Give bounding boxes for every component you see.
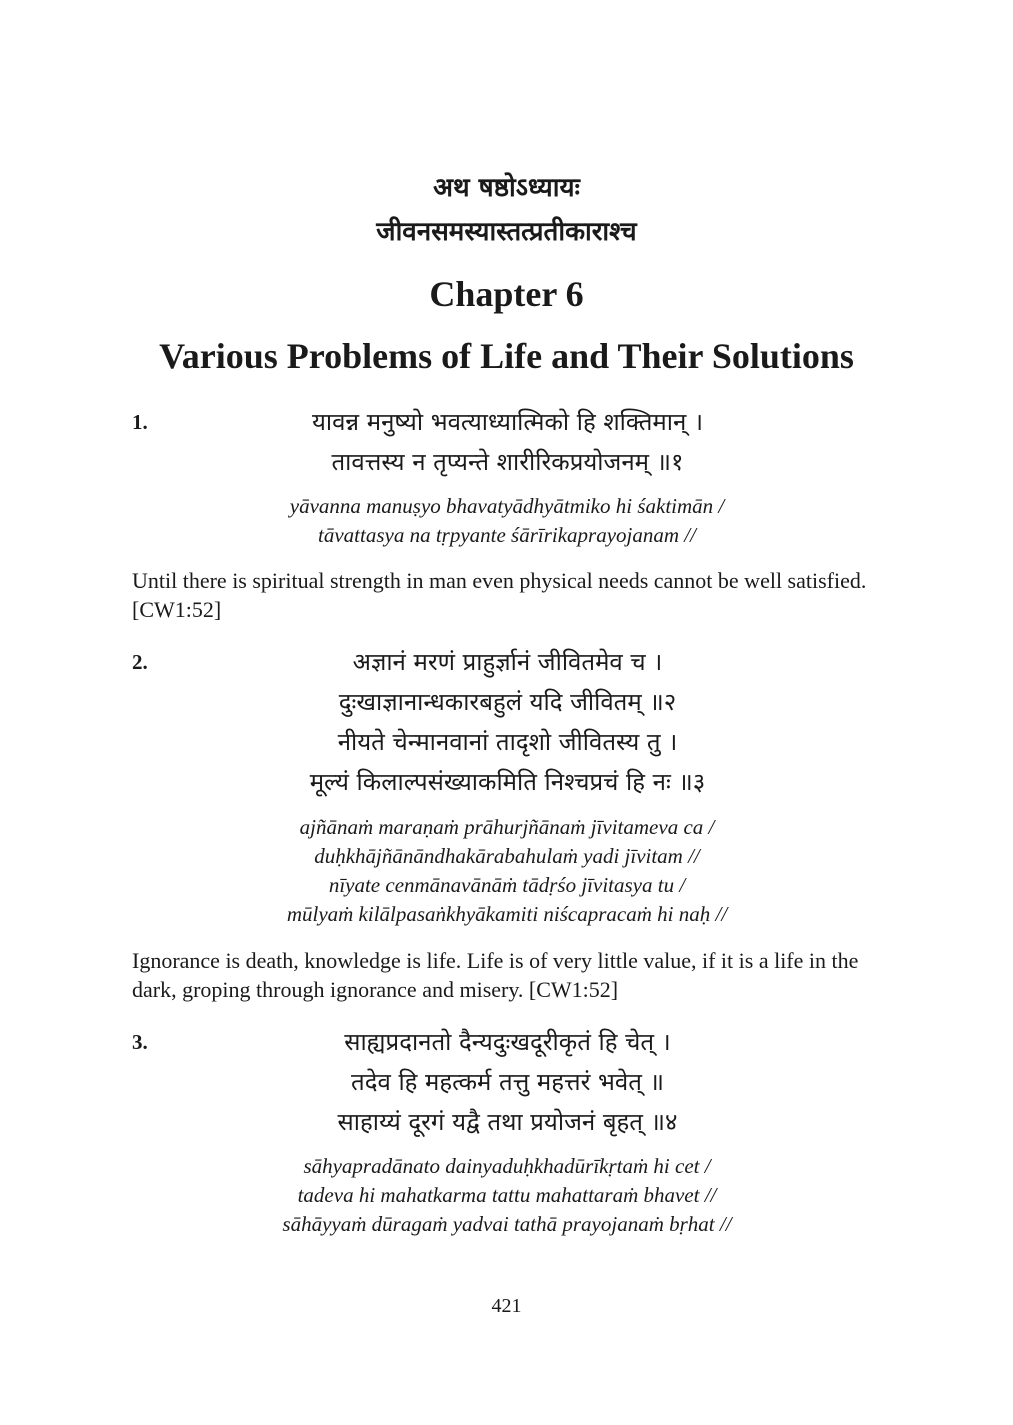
transliteration-line: ajñānaṁ maraṇaṁ prāhurjñānaṁ jīvitameva ca / — [299, 815, 715, 839]
transliteration-line: yāvanna manuṣyo bhavatyādhyātmiko hi śaktimān / — [289, 494, 725, 518]
verse-translation: Ignorance is death, knowledge is life. Life is of very little value, if it is a life in the dark, groping through ignorance and misery. [CW1:52] — [132, 948, 859, 1002]
devanagari-line: तावत्तस्य न तृप्यन्ते शारीरिकप्रयोजनम् ॥१ — [331, 448, 684, 476]
devanagari-line: साहाय्यं दूरगं यद्वै तथा प्रयोजनं बृहत् ॥४ — [337, 1108, 678, 1136]
transliteration-line: tāvattasya na tṛpyante śārīrikaprayojanam // — [318, 523, 696, 547]
transliteration-line: nīyate cenmānavānāṁ tādṛśo jīvitasya tu / — [328, 873, 686, 897]
verse-number: 2. — [132, 650, 148, 674]
transliteration-line: duḥkhājñānāndhakārabahulaṁ yadi jīvitam // — [314, 844, 700, 868]
verse-transliteration — [132, 492, 882, 550]
devanagari-line: दुःखाज्ञानान्धकारबहुलं यदि जीवितम् ॥२ — [338, 688, 677, 716]
devanagari-line: तदेव हि महत्कर्म तत्तु महत्तरं भवेत् ॥ — [351, 1068, 664, 1096]
verse-devanagari — [200, 402, 815, 482]
verse-number: 3. — [132, 1030, 148, 1054]
transliteration-line: sāhyapradānato dainyaduḥkhadūrīkṛtaṁ hi cet / — [303, 1154, 711, 1178]
verse-translation: Until there is spiritual strength in man even physical needs cannot be well satisfied. [CW1:52] — [132, 568, 867, 622]
verse-devanagari — [200, 642, 815, 802]
page-number: 421 — [491, 1295, 522, 1317]
verse-number: 1. — [132, 410, 148, 434]
transliteration-line: tadeva hi mahatkarma tattu mahattaraṁ bhavet // — [297, 1183, 717, 1207]
devanagari-line: अज्ञानं मरणं प्राहुर्ज्ञानं जीवितमेव च । — [352, 648, 663, 676]
devanagari-line: नीयते चेन्मानवानां तादृशो जीवितस्य तु । — [337, 728, 678, 756]
sanskrit-chapter-heading: अथ षष्ठोऽध्यायः — [433, 173, 580, 203]
verse-devanagari — [200, 1022, 815, 1142]
devanagari-line: मूल्यं किलाल्पसंख्याकमिति निश्चप्रचं हि नः ॥३ — [309, 768, 706, 796]
chapter-label: Chapter 6 — [429, 274, 584, 314]
verse-transliteration — [132, 1152, 882, 1239]
devanagari-line: साह्यप्रदानतो दैन्यदुःखदूरीकृतं हि चेत् । — [344, 1028, 671, 1056]
sanskrit-chapter-subheading: जीवनसमस्यास्तत्प्रतीकाराश्च — [376, 217, 637, 247]
transliteration-line: sāhāyyaṁ dūragaṁ yadvai tathā prayojanaṁ bṛhat // — [282, 1212, 732, 1236]
transliteration-line: mūlyaṁ kilālpasaṅkhyākamiti niścapracaṁ hi naḥ // — [286, 902, 728, 926]
verse-transliteration — [132, 813, 882, 929]
chapter-title: Various Problems of Life and Their Solutions — [159, 336, 854, 376]
devanagari-line: यावन्न मनुष्यो भवत्याध्यात्मिको हि शक्तिमान् । — [311, 408, 704, 436]
